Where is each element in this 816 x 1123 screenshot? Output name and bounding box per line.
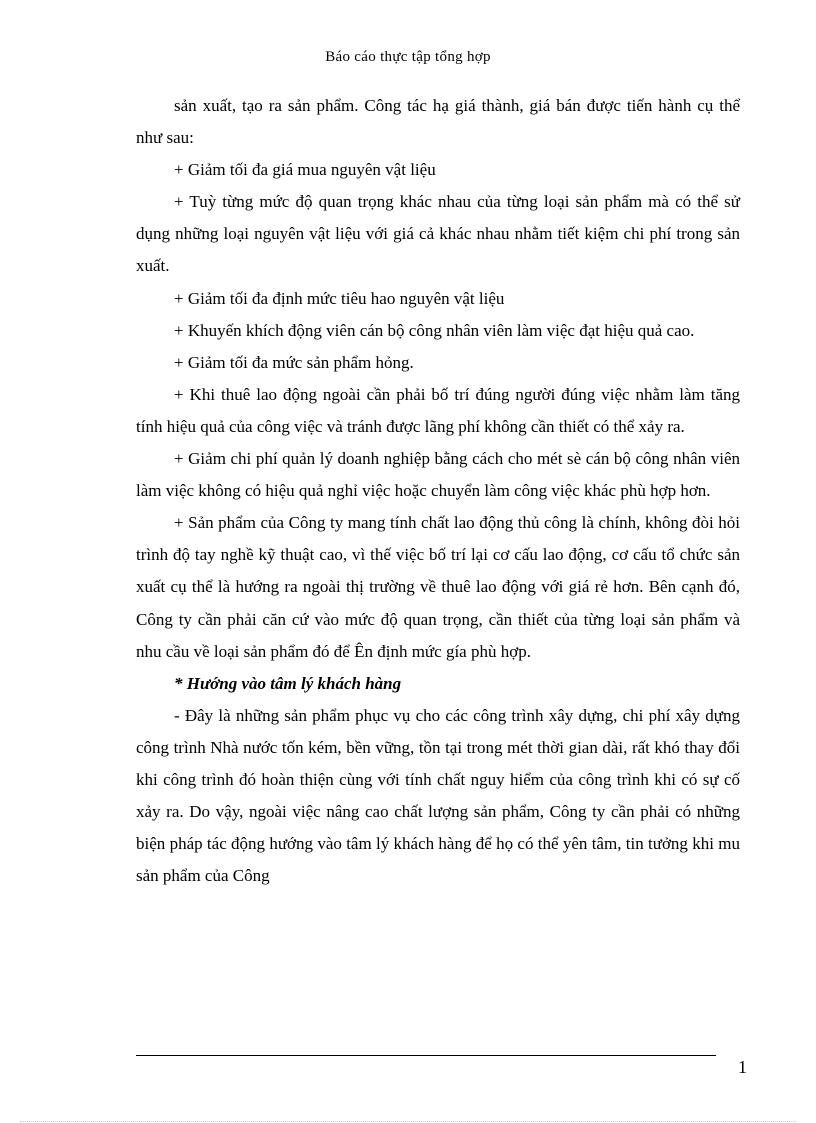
list-item: + Giảm chi phí quản lý doanh nghiệp bằng cách cho mét sè cán bộ công nhân viên làm việc không có hiệu quả nghỉ việc hoặc chuyển làm công việc khác phù hợp hơn. <box>136 449 740 501</box>
list-item: + Giảm tối đa mức sản phẩm hỏng. <box>174 352 414 372</box>
list-item: + Khuyến khích động viên cán bộ công nhân viên làm việc đạt hiệu quả cao. <box>174 320 695 340</box>
page-header: Báo cáo thực tập tổng hợp <box>325 49 491 65</box>
paragraph-continuation: sản xuất, tạo ra sản phẩm. Công tác hạ giá thành, giá bán được tiến hành cụ thể như sau: <box>136 96 740 148</box>
list-item: + Tuỳ từng mức độ quan trọng khác nhau của từng loại sản phẩm mà có thể sử dụng những loại nguyên vật liệu với giá cả khác nhau nhằm tiết kiệm chi phí trong sản xuất. <box>136 192 740 276</box>
list-item: + Giảm tối đa định mức tiêu hao nguyên vật liệu <box>174 288 505 308</box>
section-heading: * Hướng vào tâm lý khách hàng <box>174 673 402 693</box>
section-paragraph: - Đây là những sản phẩm phục vụ cho các công trình xây dựng, chi phí xây dựng công trình Nhà nước tốn kém, bền vững, tồn tại trong mét thời gian dài, rất khó thay đổi khi công trình đó hoàn thiện cùng với tính chất nguy hiểm của công trình khi có sự cố xảy ra. Do vậy, ngoài việc nâng cao chất lượng sản phẩm, Công ty cần phải có những biện pháp tác động hướng vào tâm lý khách hàng để họ có thể yên tâm, tin tưởng khi mu sản phẩm của Công <box>136 705 740 886</box>
page-boundary <box>20 1121 796 1122</box>
list-item: + Khi thuê lao động ngoài cần phải bố trí đúng người đúng việc nhằm làm tăng tính hiệu quả của công việc và tránh được lãng phí không cần thiết có thể xảy ra. <box>136 384 740 436</box>
page-number: 1 <box>738 1057 747 1077</box>
footer-rule <box>136 1055 716 1056</box>
document-body <box>136 90 740 892</box>
list-item: + Sản phẩm của Công ty mang tính chất lao động thủ công là chính, không đòi hỏi trình độ tay nghề kỹ thuật cao, vì thế việc bố trí lại cơ cấu lao động, cơ cấu tổ chức sản xuất cụ thể là hướng ra ngoài thị trường về thuê lao động với giá rẻ hơn. Bên cạnh đó, Công ty cần phải căn cứ vào mức độ quan trọng, cần thiết của từng loại sản phẩm và nhu cầu về loại sản phẩm đó để Ên định mức gía phù hợp. <box>136 513 740 661</box>
list-item: + Giảm tối đa giá mua nguyên vật liệu <box>174 160 436 180</box>
